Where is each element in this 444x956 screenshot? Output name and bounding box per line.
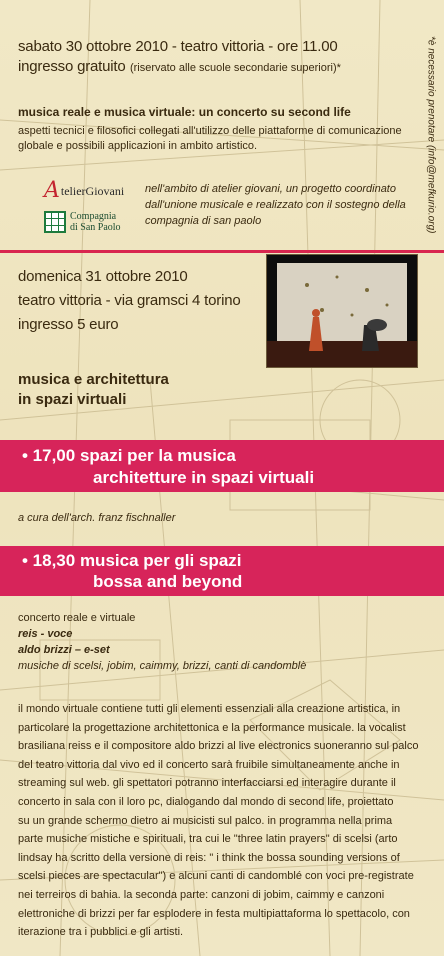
compagnia-line1: Compagnia xyxy=(70,211,117,222)
session1-line2: architetture in spazi virtuali xyxy=(93,468,315,487)
event2-entry: ingresso 5 euro xyxy=(18,316,119,333)
session1-band xyxy=(0,440,444,492)
session2-kind: concerto reale e virtuale xyxy=(18,612,136,624)
compagnia-emblem-icon xyxy=(44,211,66,233)
session2-band xyxy=(0,546,444,596)
booking-note-text: *è necessario prenotare (info@mefkurio.org) xyxy=(425,36,437,234)
description-line: il mondo virtuale contiene tutti gli elementi essenziali alla creazione artistica, in xyxy=(18,703,401,715)
description-line: iterazione tra i pubblici e gli artisti. xyxy=(18,926,184,939)
event1-description: aspetti tecnici e filosofici collegati all'utilizzo delle piattaforme di comunicazione globale e possibili applicazioni in ambito artistico. xyxy=(18,125,402,152)
partners-text: nell'ambito di atelier giovani, un progetto coordinato dall'unione musicale e realizzato con il sostegno della compagnia di san paolo xyxy=(145,183,406,227)
event1-entry-note: (riservato alle scuole secondarie superiori)* xyxy=(129,62,341,74)
event2-title-line2: in spazi virtuali xyxy=(18,391,127,408)
description-line: scelsi pieces are spectacular") e alcuni canti di candomblé con voci pre-registrate xyxy=(18,870,414,883)
event1-title: musica reale e musica virtuale: un concerto su second life xyxy=(18,105,351,119)
compagnia-name xyxy=(70,211,121,233)
compagnia-san-paolo-logo xyxy=(44,211,121,233)
concert-photo xyxy=(266,254,418,368)
description-line: parte musiche mistiche e spirituali, tra cui le "three latin prayers" di scelsi (arto xyxy=(18,833,398,846)
description-line: particolare la progettazione architettonica e la performance musicale. la vocalist xyxy=(18,721,406,734)
description-line: concerto in sala con il loro pc, dialogando dal mondo di second life, proiettato xyxy=(18,795,394,808)
atelier-name: telierGiovani xyxy=(60,183,125,198)
event1-entry xyxy=(18,58,341,76)
session2-line1: • 18,30 musica per gli spazi xyxy=(22,551,242,570)
description-line: streaming sul web. gli spettatori potranno interfacciarsi ed interagire durante il xyxy=(18,777,396,790)
event2-date-line: domenica 31 ottobre 2010 xyxy=(18,268,188,285)
description-line: nei terreiros di bahia. la seconda parte: canzoni di jobim, caimmy e canzoni xyxy=(18,888,385,901)
description-line: lindsay ha scritto della versione di reis: " i think the bossa sounding versions of xyxy=(18,851,400,864)
description-line: su un grande schermo dietro ai musicisti sul palco. in programma nella prima xyxy=(18,814,393,827)
description-line: elettroniche di brizzi per far esplodere in festa multipiattaforma lo spettacolo, con xyxy=(18,907,410,920)
concert-photo-image xyxy=(267,255,417,367)
atelier-initial: A xyxy=(44,178,60,203)
session1-curator: a cura dell'arch. franz fischnaller xyxy=(18,512,176,524)
event2-venue: teatro vittoria - via gramsci 4 torino xyxy=(18,292,241,309)
session2-performer1: reis - voce xyxy=(18,628,73,640)
event1-date-line: sabato 30 ottobre 2010 - teatro vittoria - ore 11.00 xyxy=(18,38,338,55)
description-line: del teatro vittoria dal vivo ed il concerto sarà fruibile simultaneamente anche in xyxy=(18,758,400,771)
section-divider xyxy=(0,250,444,253)
session1-line1: • 17,00 spazi per la musica xyxy=(22,446,236,465)
description-paragraph xyxy=(18,700,432,942)
event1-entry-bold: ingresso gratuito xyxy=(18,58,126,75)
atelier-giovani-logo xyxy=(44,180,124,202)
event2-title xyxy=(18,370,169,410)
session2-performer2: aldo brizzi – e-set xyxy=(18,644,110,656)
compagnia-line2: di San Paolo xyxy=(70,222,121,233)
session2-line2: bossa and beyond xyxy=(93,572,243,591)
description-line: brasiliana reiss e il compositore aldo brizzi al live electronics suoneranno sul palco xyxy=(18,740,419,753)
booking-note-vertical xyxy=(424,36,438,256)
session2-repertoire: musiche di scelsi, jobim, caimmy, brizzi, canti di candomblè xyxy=(18,660,307,672)
event2-title-line1: musica e architettura xyxy=(18,371,169,388)
